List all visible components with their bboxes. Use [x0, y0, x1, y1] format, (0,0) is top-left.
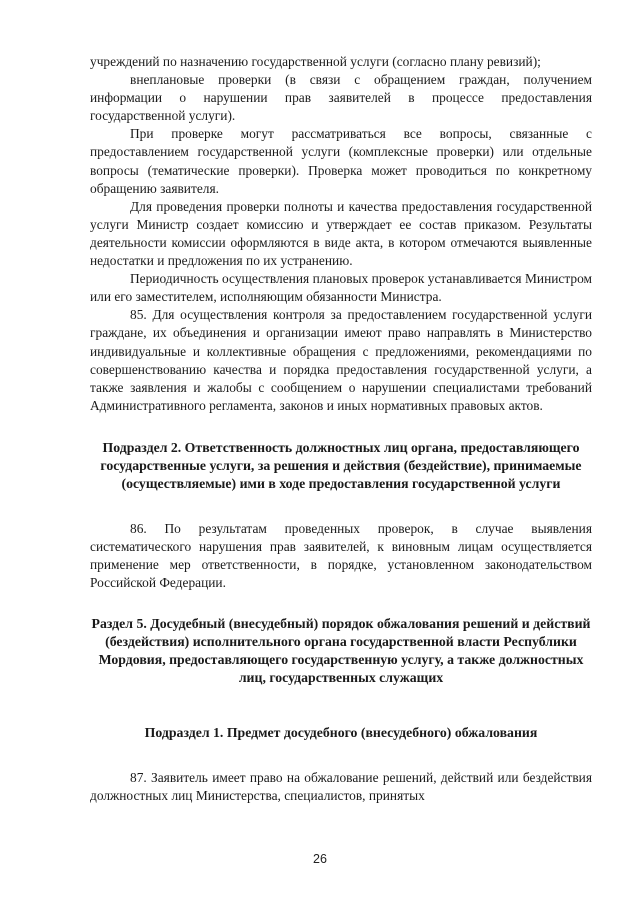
paragraph-87: 87. Заявитель имеет право на обжалование решений, действий или бездействия должностных лиц Министерства, специалистов, принятых: [90, 770, 592, 804]
page-content: [90, 53, 592, 805]
paragraph-85: 85. Для осуществления контроля за предоставлением государственной услуги граждане, их объединения и организации имеют право направлять в Министерство индивидуальные и коллективные обращения с предложениями, рекомендациями по совершенствованию качества и порядка предоставления государственной услуги, а также заявления и жалобы с сообщением о нарушении специалистами требований Административного регламента, законов и иных нормативных правовых актов.: [90, 307, 592, 413]
section-5-heading: Раздел 5. Досудебный (внесудебный) порядок обжалования решений и действий (бездействия) исполнительного органа государственной власти Республики Мордовия, предоставляющего государственную услугу, а также должностных лиц, государственных служащих: [91, 616, 591, 686]
subsection-2-heading: Подраздел 2. Ответственность должностных лиц органа, предоставляющего государственные услуги, за решения и действия (бездействие), принимаемые (осуществляемые) ими в ходе предоставления государственной услуги: [100, 439, 582, 491]
paragraph-periodicity: Периодичность осуществления плановых проверок устанавливается Министром или его заместителем, исполняющим обязанности Министра.: [90, 271, 592, 305]
page-number: 26: [313, 852, 327, 866]
paragraph-unscheduled-checks: внеплановые проверки (в связи с обращением граждан, получением информации о нарушении прав заявителей в процессе предоставления государственной услуги).: [90, 72, 592, 124]
paragraph-commission: Для проведения проверки полноты и качества предоставления государственной услуги Министр создает комиссию и утверждает ее состав приказом. Результаты деятельности комиссии оформляются в виде акта, в котором отмечаются выявленные недостатки и предложения по их устранению.: [90, 198, 592, 269]
subsection-1-heading: Подраздел 1. Предмет досудебного (внесудебного) обжалования: [144, 725, 538, 741]
paragraph-plan-revisions: учреждений по назначению государственной услуги (согласно плану ревизий);: [90, 54, 541, 69]
paragraph-86: 86. По результатам проведенных проверок, в случае выявления систематического нарушения прав заявителей, к виновным лицам осуществляется применение мер ответственности, в порядке, установленном законодательством Российской Федерации.: [90, 520, 592, 591]
paragraph-check-scope: При проверке могут рассматриваться все вопросы, связанные с предоставлением государственной услуги (комплексные проверки) или отдельные вопросы (тематические проверки). Проверка может проводиться по конкретному обращению заявителя.: [90, 126, 592, 196]
